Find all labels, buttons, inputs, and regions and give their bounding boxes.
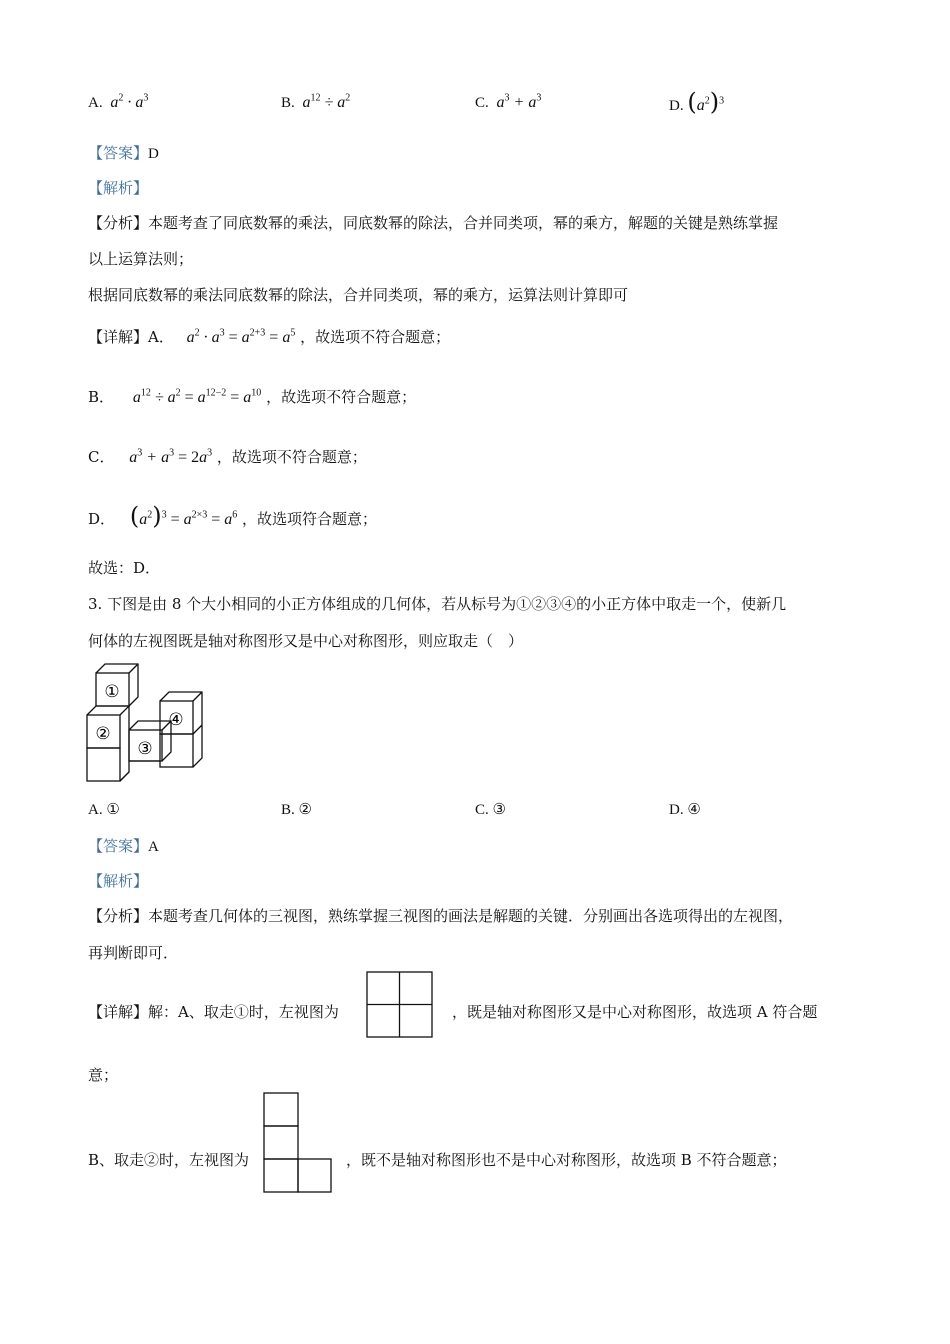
q2-option-a-expr: $a^2 \cdot a^3$ (106, 92, 149, 111)
q2-detail-a-expr: $a^2 \cdot a^3 = a^{2+3} = a^5$ (186, 327, 296, 346)
q2-option-a[interactable]: A. $a^2 \cdot a^3$ (88, 92, 149, 111)
q3-left-view-a (366, 971, 433, 1038)
cube-label-2: ② (95, 724, 111, 744)
q3-option-d[interactable]: D. ④ (669, 802, 701, 818)
q3-option-a[interactable]: A. ① (88, 802, 120, 818)
q3-detail-a-suffix: ，既是轴对称图形又是中心对称图形，故选项 A 符合题 (452, 1003, 818, 1021)
q2-option-b-expr: $a^{12} \div a^2$ (298, 92, 351, 111)
q2-option-d[interactable]: D. $(a^2)^3$ (669, 88, 725, 116)
q3-stem-line2: 何体的左视图既是轴对称图形又是中心对称图形，则应取走（ ） (88, 632, 524, 650)
q3-detail-b-prefix: B、取走②时，左视图为 (88, 1151, 250, 1169)
q2-option-c-expr: $a^3 + a^3$ (492, 92, 542, 111)
q2-detail-a: 【详解】A． $a^2 \cdot a^3 = a^{2+3} = a^5$ ，故选项不符合题意； (88, 327, 451, 346)
q2-option-c[interactable]: C. $a^3 + a^3$ (475, 92, 542, 111)
q3-detail-b-suffix: ，既不是轴对称图形也不是中心对称图形，故选项 B 不符合题意； (346, 1151, 787, 1169)
q2-detail-c-expr: $a^3 + a^3 = 2a^3$ (129, 447, 213, 466)
cube-label-4: ④ (168, 710, 184, 730)
q2-detail-b: B． $a^{12} \div a^2 = a^{12-2} = a^{10}$ ，故选项不符合题意； (88, 387, 417, 406)
cube-label-1: ① (104, 682, 120, 702)
q3-detail-a-cont: 意； (88, 1066, 119, 1084)
q2-detail-b-expr: $a^{12} \div a^2 = a^{12-2} = a^{10}$ (132, 387, 262, 406)
q2-conclusion: 故选：D． (88, 559, 161, 577)
q3-option-b[interactable]: B. ② (281, 802, 312, 818)
q3-analysis-line2: 再判断即可． (88, 944, 179, 962)
q2-answer: 【答案】D (88, 144, 159, 162)
q2-detail-c: C． $a^3 + a^3 = 2a^3$ ，故选项不符合题意； (88, 447, 367, 466)
q3-detail-a-prefix: 【详解】解：A、取走①时，左视图为 (88, 1003, 339, 1021)
q3-answer: 【答案】A (88, 837, 159, 855)
q2-analysis-line3: 根据同底数幂的乘法同底数幂的除法，合并同类项，幂的乘方，运算法则计算即可 (88, 286, 629, 304)
q3-cube-figure (84, 660, 209, 786)
q3-analysis-tag: 【解析】 (88, 872, 149, 890)
cube-label-3: ③ (137, 739, 153, 759)
q3-analysis-line1: 【分析】本题考查几何体的三视图，熟练掌握三视图的画法是解题的关键．分别画出各选项得出的左视图， (88, 907, 794, 925)
q2-option-d-expr: $(a^2)^3$ (687, 88, 725, 116)
q2-analysis-line2: 以上运算法则； (88, 250, 194, 268)
q2-detail-d-expr: $(a^2)^3 = a^{2\times 3} = a^6$ (129, 502, 238, 530)
q2-analysis-tag: 【解析】 (88, 179, 149, 197)
q2-analysis-line1: 【分析】本题考查了同底数幂的乘法，同底数幂的除法，合并同类项，幂的乘方，解题的关键是熟练掌握 (88, 214, 779, 232)
q3-stem-line1: 3. 下图是由 8 个大小相同的小正方体组成的几何体，若从标号为①②③④的小正方体中取走一个，使新几 (88, 595, 787, 613)
q2-detail-d: D． $(a^2)^3 = a^{2\times 3} = a^6$ ，故选项符合题意； (88, 502, 378, 530)
q2-option-b[interactable]: B. $a^{12} \div a^2$ (281, 92, 351, 111)
q3-left-view-b (263, 1092, 333, 1194)
q3-option-c[interactable]: C. ③ (475, 802, 506, 818)
